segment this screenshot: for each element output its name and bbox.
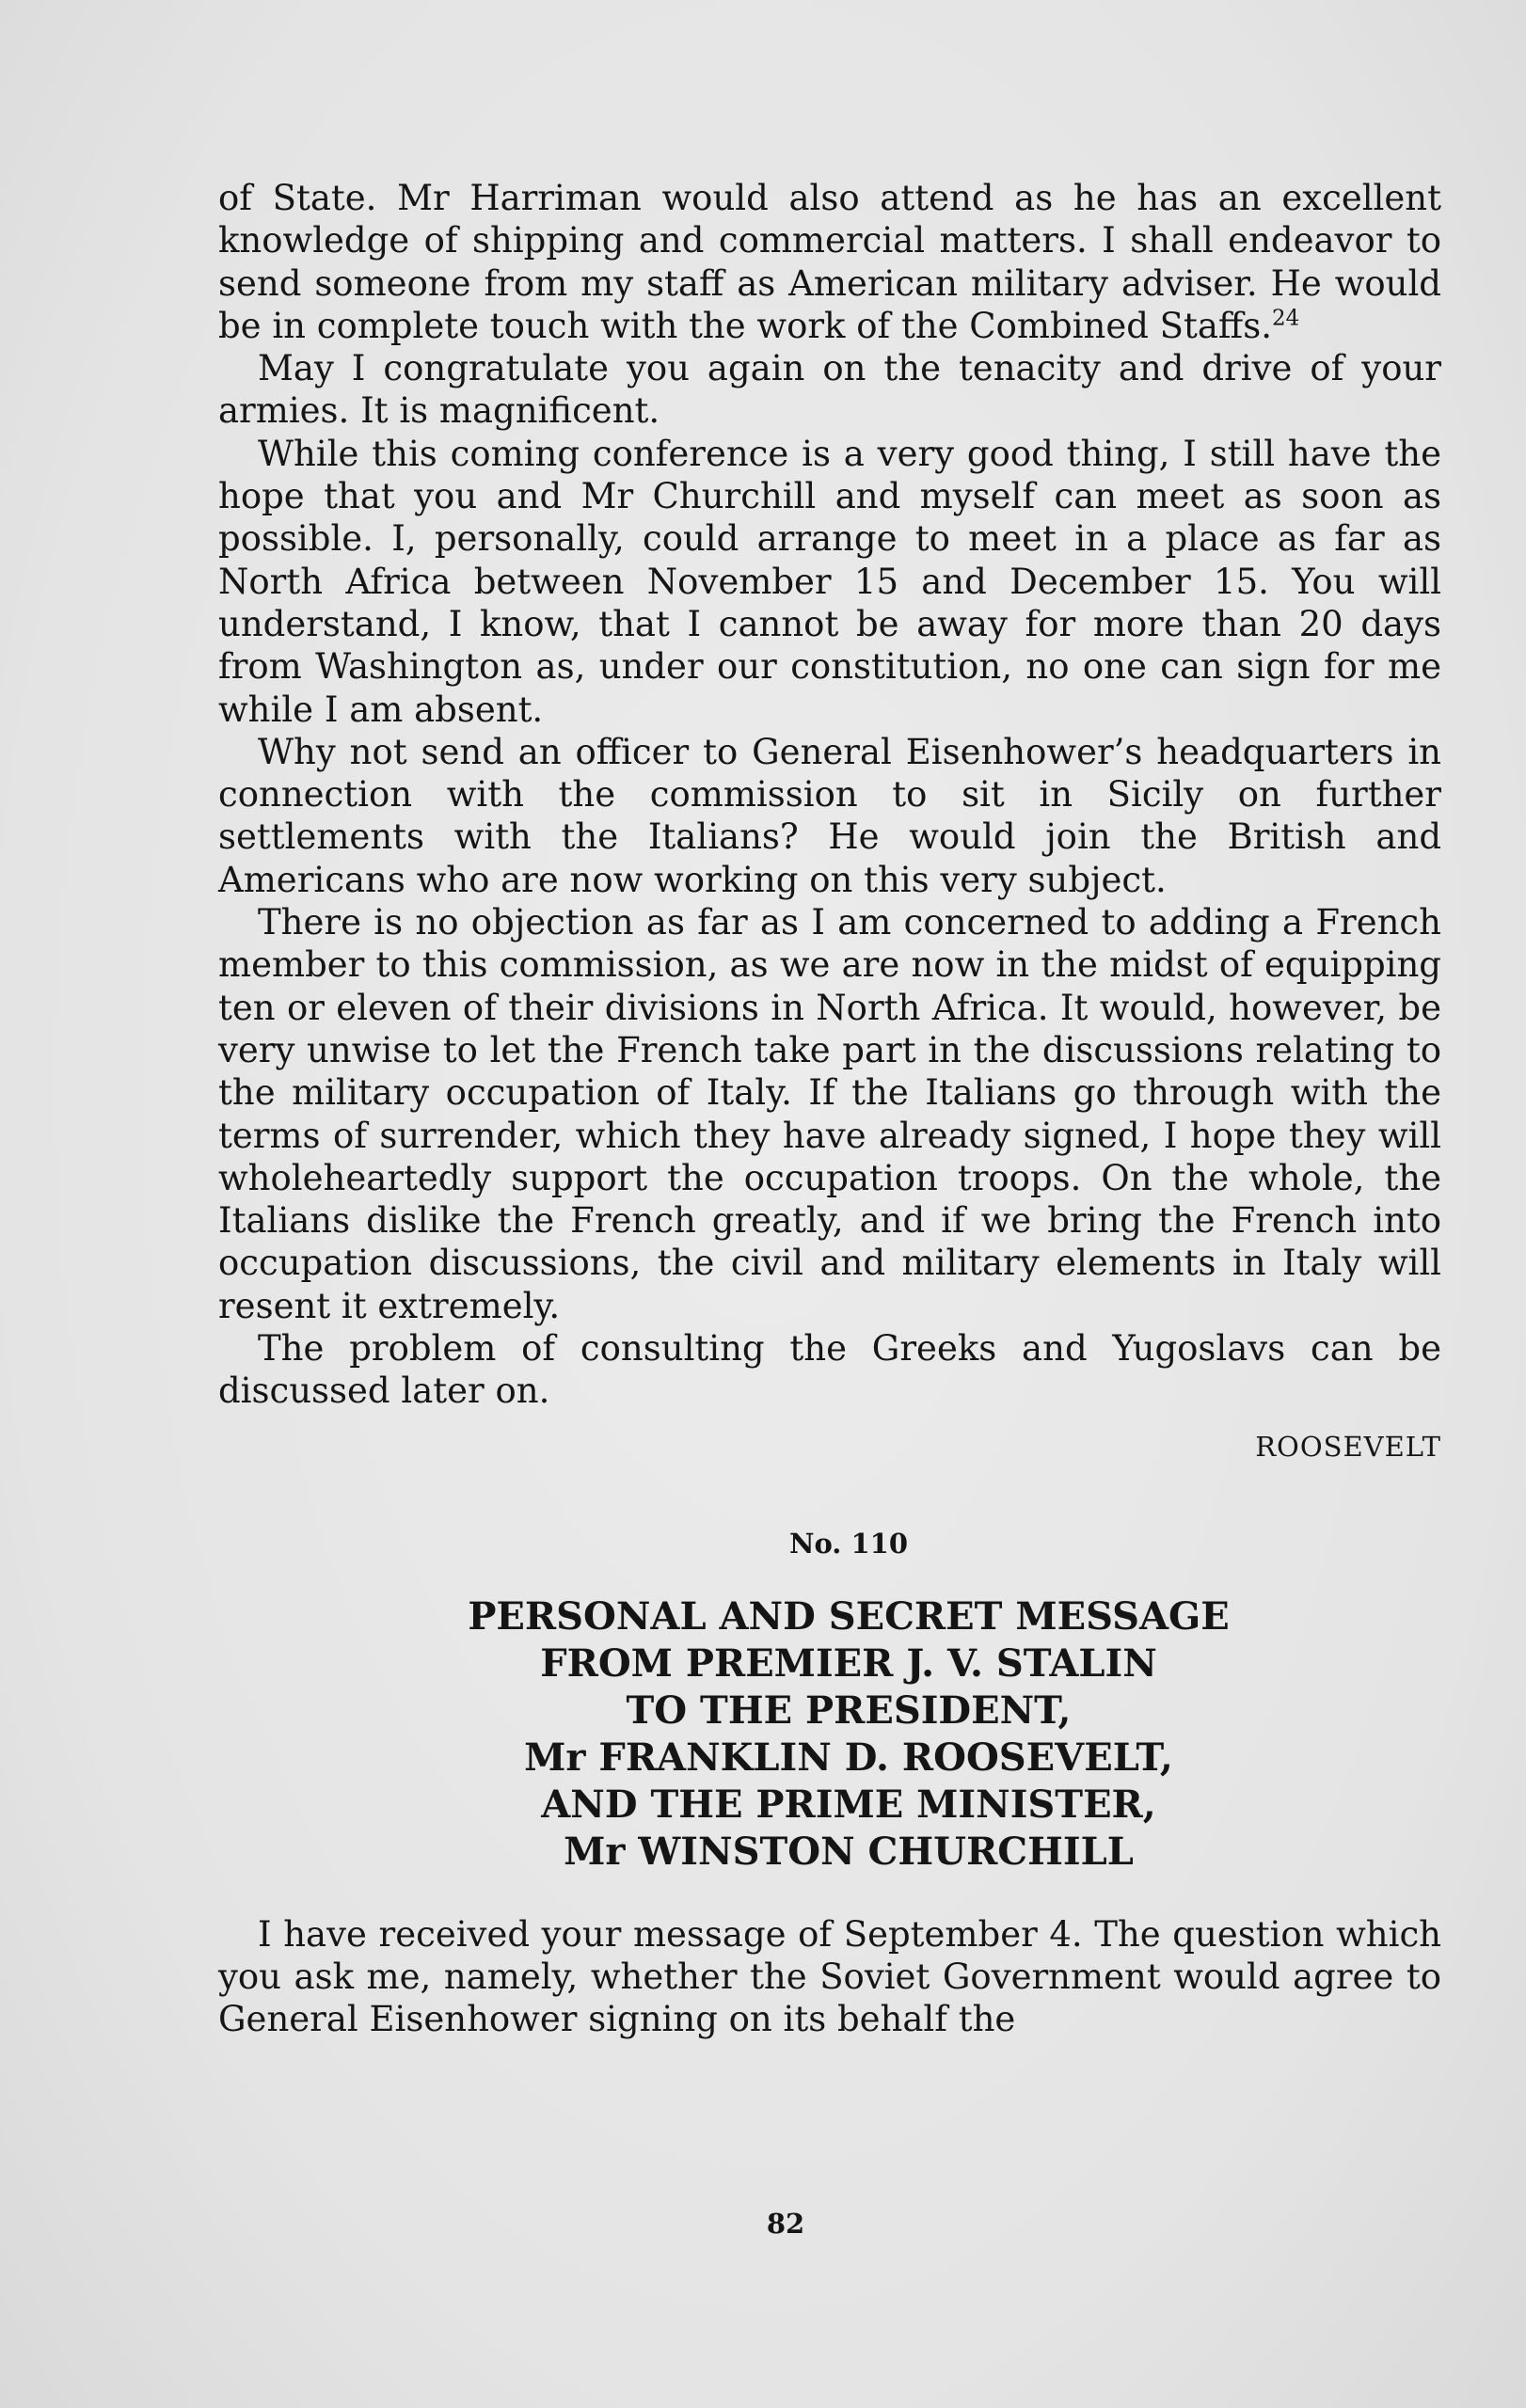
paragraph: May I congratulate you again on the tenacity and drive of your armies. It is magnificent. — [218, 348, 1441, 432]
heading-line: PERSONAL AND SECRET MESSAGE — [468, 1593, 1230, 1639]
heading-line: FROM PREMIER J. V. STALIN — [540, 1640, 1157, 1686]
document-number: No. 110 — [788, 1527, 909, 1560]
paragraph: While this coming conference is a very good thing, I still have the hope that you and Mr Churchill and myself can meet as soon as possible. I, personally, could arrange to meet in a place as far as North Africa between November 15 and December 15. You will understand, I know, that I cannot be away for more than 20 days from Washington as, under our constitution, no one can sign for me while I am absent. — [218, 433, 1441, 730]
heading-line: AND THE PRIME MINISTER, — [541, 1782, 1156, 1827]
paragraph: There is no objection as far as I am concerned to adding a French member to this commission, as we are now in the midst of equipping ten or eleven of their divisions in North Africa. It would, however, be very unwise to let the French take part in the discussions relating to the military occupation of Italy. If the Italians go through with the terms of surrender, which they have already signed, I hope they will wholeheartedly support the occupation troops. On the whole, the Italians dislike the French greatly, and if we bring the French into occupation discussions, the civil and military elements in Italy will resent it extremely. — [218, 902, 1441, 1326]
page-body — [218, 177, 1441, 2041]
heading-line: Mr FRANKLIN D. ROOSEVELT, — [524, 1735, 1173, 1780]
paragraph: The problem of consulting the Greeks and Yugoslavs can be discussed later on. — [218, 1328, 1441, 1412]
heading-line: TO THE PRESIDENT, — [626, 1687, 1072, 1733]
paragraph-continuation — [218, 177, 1441, 347]
message-opening-paragraph: I have received your message of September 4. The question which you ask me, namely, whether the Soviet Government would agree to General Eisenhower signing on its behalf the — [218, 1913, 1441, 2040]
paragraph-text: of State. Mr Harriman would also attend as he has an excellent knowledge of shipping and commercial matters. I shall endeavor to send someone from my staff as American military adviser. He would be in complete touch with the work of the Combined Staffs. — [218, 178, 1441, 346]
message-heading — [256, 1593, 1441, 1876]
signature: ROOSEVELT — [1255, 1430, 1441, 1463]
heading-line: Mr WINSTON CHURCHILL — [564, 1829, 1134, 1874]
page-number: 82 — [766, 2208, 805, 2240]
paragraph: Why not send an officer to General Eisenhower’s headquarters in connection with the commission to sit in Sicily on further settlements with the Italians? He would join the British and Americans who are now working on this very subject. — [218, 731, 1441, 900]
footnote-reference: 24 — [1271, 306, 1300, 331]
